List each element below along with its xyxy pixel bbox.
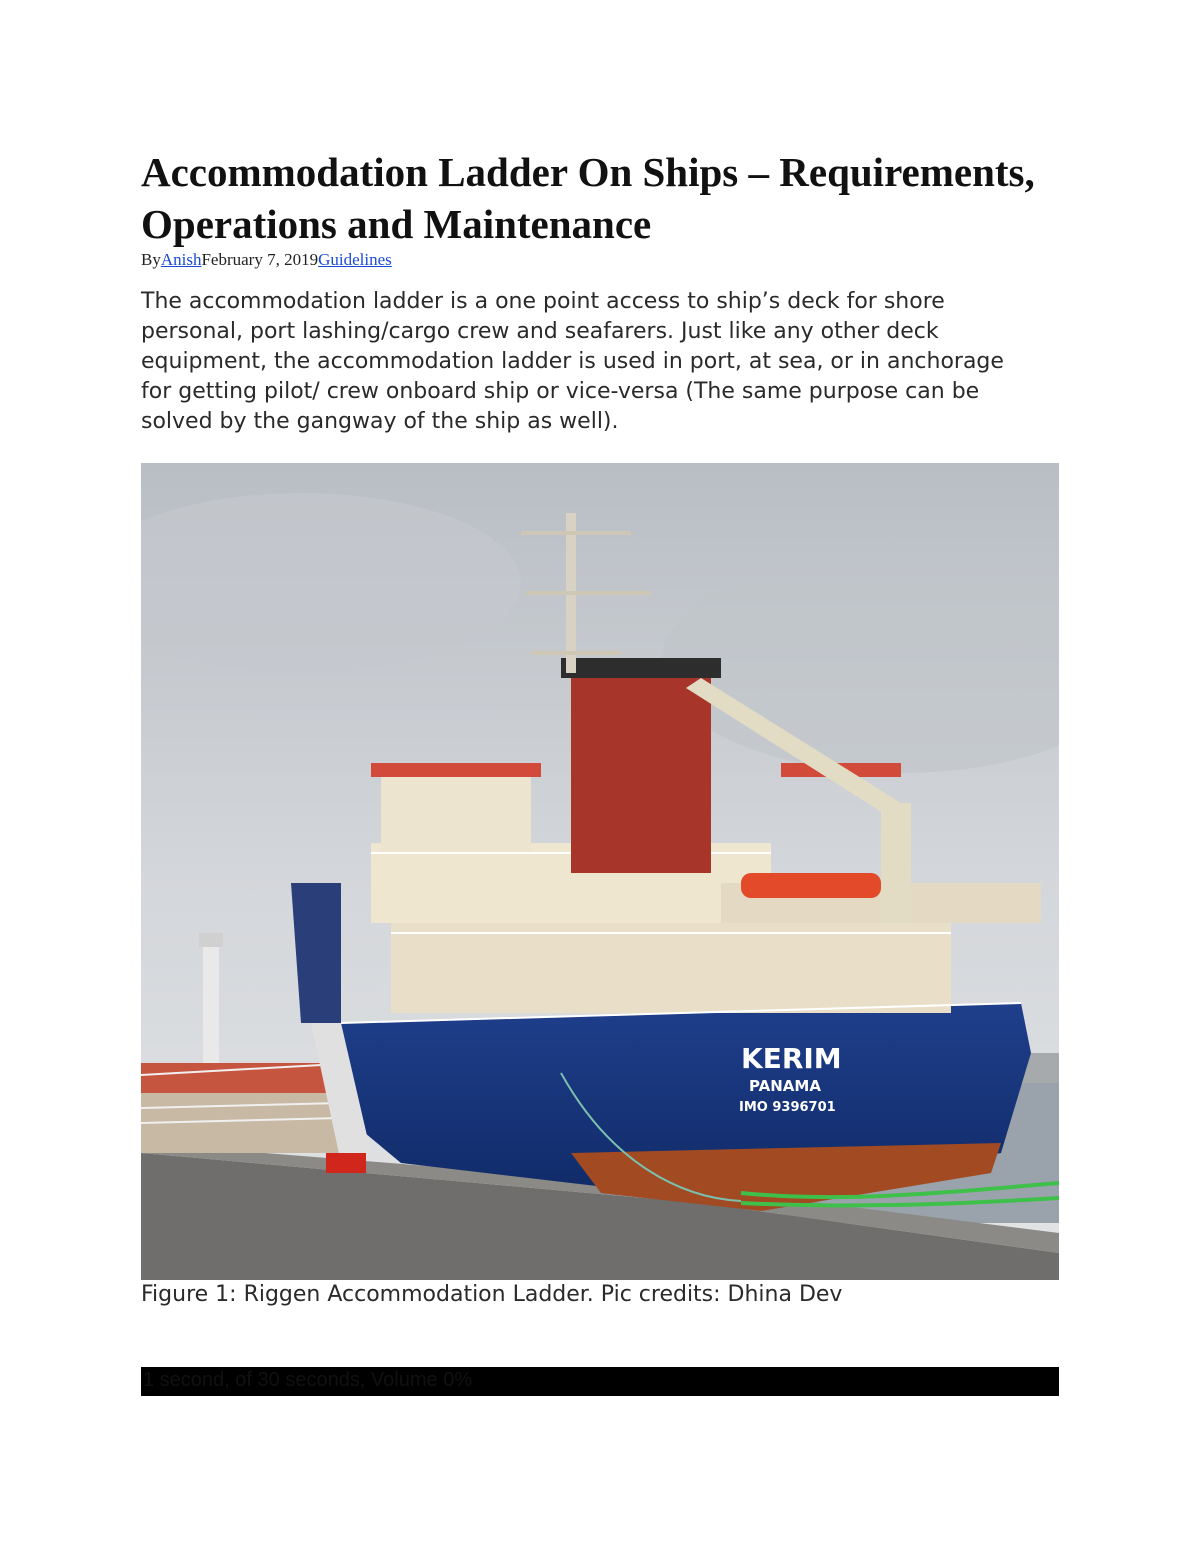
byline [141,250,392,270]
video-player-bar[interactable] [141,1367,1059,1396]
intro-paragraph: The accommodation ladder is a one point access to ship’s deck for shore personal, port lashing/cargo crew and seafarers. Just like any other deck equipment, the accommodation ladder is used in port, at sea, or in anchorage for getting pilot/ crew onboard ship or vice-versa (The same purpose can be solved by the gangway of the ship as well). [141,289,1004,434]
ship-illustration [141,463,1059,1280]
hull-port: PANAMA [749,1077,821,1095]
byline-prefix: By [141,250,161,269]
category-link[interactable]: Guidelines [318,250,392,269]
ship-photo [141,463,1059,1280]
figure-caption: Figure 1: Riggen Accommodation Ladder. Pic credits: Dhina Dev [141,1282,843,1307]
publish-date: February 7, 2019 [201,250,319,269]
author-link[interactable]: Anish [160,250,202,269]
hull-imo: IMO 9396701 [739,1100,836,1115]
article-title: Accommodation Ladder On Ships – Requirements, Operations and Maintenance [141,149,1035,247]
video-status-text: 1 second, of 30 seconds, Volume 0% [143,1369,473,1391]
hull-name: KERIM [741,1042,842,1075]
